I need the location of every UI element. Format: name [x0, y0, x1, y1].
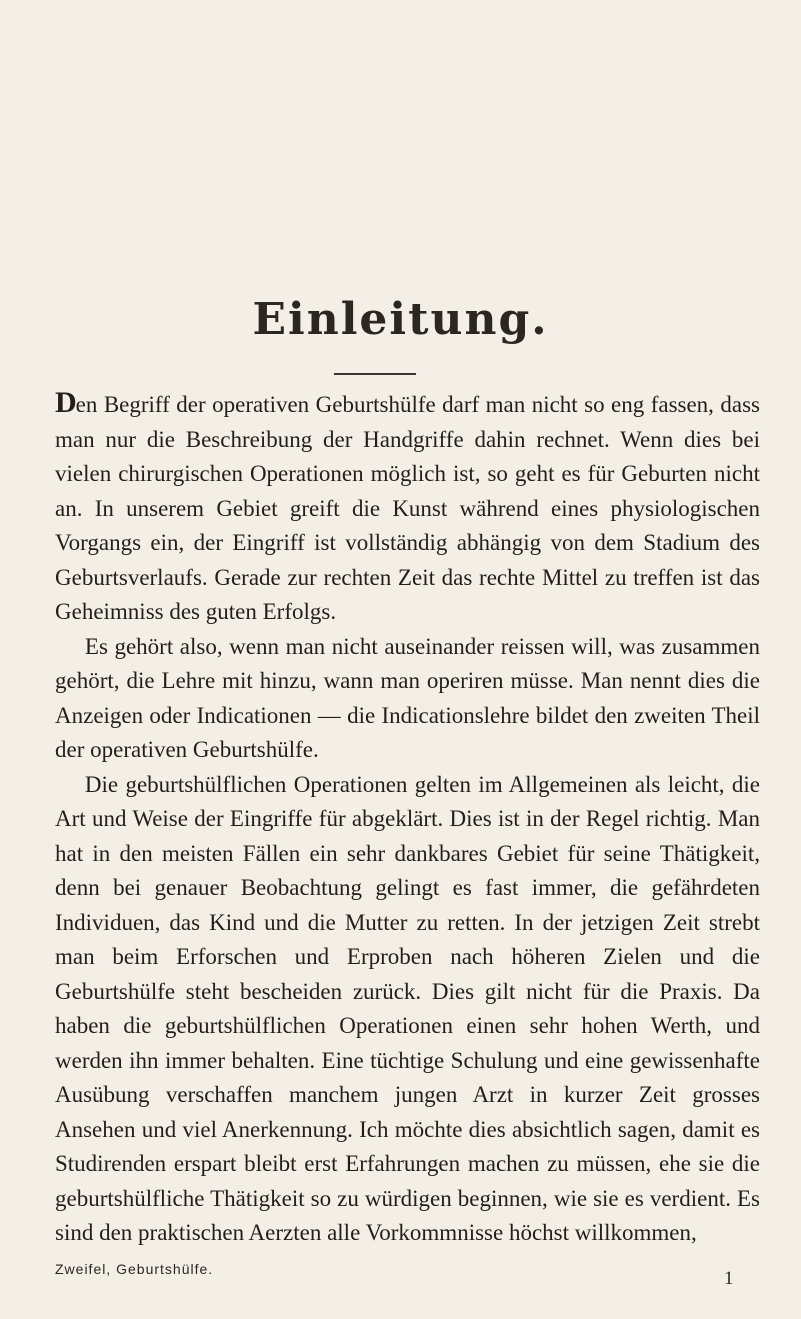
paragraph-3: Die geburtshülflichen Operationen gelten im Allgemeinen als leicht, die Art und Weise der Eingriffe für abgeklärt. Dies ist in der Regel richtig. Man hat in den meisten Fällen ein sehr dankbares Gebiet für seine Thätigkeit, denn bei genauer Beobachtung gelingt es fast immer, die gefährdeten Individuen, das Kind und die Mutter zu retten. In der jetzigen Zeit strebt man beim Erforschen und Erproben nach höheren Zielen und die Geburtshülfe steht bescheiden zurück. Dies gilt nicht für die Praxis. Da haben die geburtshülflichen Operationen einen sehr hohen Werth, und werden ihn immer behalten. Eine tüchtige Schulung und eine gewissenhafte Ausübung verschaffen manchem jungen Arzt in kurzer Zeit grosses Ansehen und viel Anerkennung. Ich möchte dies absichtlich sagen, damit es Studirenden erspart bleibt erst Erfahrungen machen zu müssen, ehe sie die geburtshülfliche Thätigkeit so zu würdigen beginnen, wie sie es verdient. Es sind den praktischen Aerzten alle Vorkommnisse höchst willkommen,	[55, 771, 760, 1245]
chapter-title: Einleitung.	[252, 294, 549, 345]
paragraph-1	[55, 386, 760, 630]
drop-cap: D	[55, 386, 76, 419]
signature-line: Zweifel, Geburtshülfe.	[55, 1261, 214, 1277]
page-number: 1	[724, 1268, 734, 1289]
paragraph-1-text: en Begriff der operativen Geburtshülfe darf man nicht so eng fassen, dass man nur die Beschreibung der Handgriffe dahin rechnet. Wenn dies bei vielen chirurgischen Operationen möglich ist, so geht es für Geburten nicht an. In unserem Gebiet greift die Kunst während eines physiologischen Vorgangs ein, der Eingriff ist vollständig abhängig von dem Stadium des Geburtsverlaufs. Gerade zur rechten Zeit das rechte Mittel zu treffen ist das Geheimniss des guten Erfolgs.	[55, 392, 760, 624]
title-rule	[334, 373, 416, 375]
body-text	[55, 386, 760, 1251]
paragraph-2: Es gehört also, wenn man nicht auseinander reissen will, was zusammen gehört, die Lehre mit hinzu, wann man operiren müsse. Man nennt dies die Anzeigen oder Indicationen — die Indicationslehre bildet den zweiten Theil der operativen Geburtshülfe.	[55, 633, 760, 762]
